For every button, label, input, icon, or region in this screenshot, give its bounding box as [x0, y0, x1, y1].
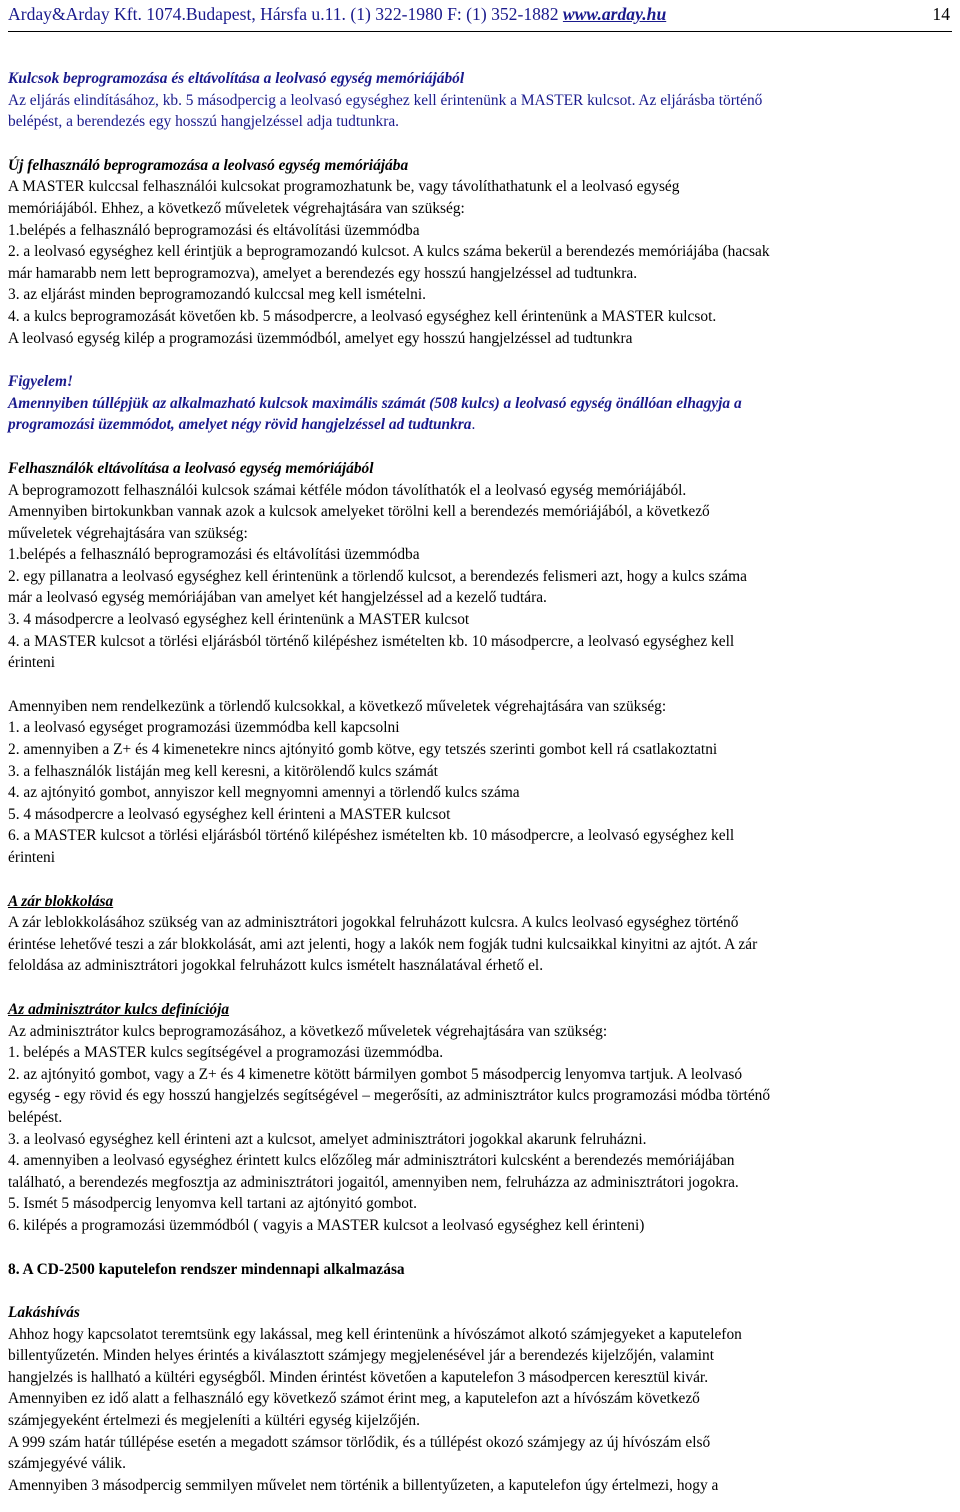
list-item: 4. a kulcs beprogramozását követően kb. 5 másodpercre, a leolvasó egységhez kell érintenünk a MASTER kulcsot.	[8, 307, 717, 325]
list-item: 6. a MASTER kulcsot a törlési eljárásból történő kilépéshez ismételten kb. 10 másodpercre, a leolvasó egységhez kell	[8, 827, 735, 845]
chapter-title: 8. A CD-2500 kaputelefon rendszer mindennapi alkalmazása	[8, 1260, 405, 1278]
spacer	[8, 977, 952, 999]
page-number: 14	[932, 4, 950, 24]
list-item: 1. a leolvasó egységet programozási üzemmódba kell kapcsolni	[8, 719, 400, 737]
section-title-apartment-call: Lakáshívás	[8, 1304, 80, 1322]
list-item: 2. egy pillanatra a leolvasó egységhez kell érintenünk a törlendő kulcsot, a berendezés felismeri azt, hogy a kulcs száma	[8, 567, 747, 585]
paragraph-line: A MASTER kulccsal felhasználói kulcsokat programozhatunk be, vagy távolíthathatunk el a leolvasó egység	[8, 178, 680, 196]
list-item: 3. 4 másodpercre a leolvasó egységhez kell érintenünk a MASTER kulcsot	[8, 611, 470, 629]
paragraph-line: Ahhoz hogy kapcsolatot teremtsünk egy lakással, meg kell érintenünk a hívószámot alkotó számjegyeket a kaputelefon	[8, 1325, 742, 1343]
list-item: 2. az ajtónyitó gombot, vagy a Z+ és 4 kimenetre kötött bármilyen gombot 5 másodpercig lenyomva tartjuk. A leolvasó	[8, 1065, 743, 1083]
spacer	[8, 674, 952, 696]
paragraph-line: billentyűzetén. Minden helyes érintés a kiválasztott számjegy megjelenésével jár a berendezés kijelzőjén, valamint	[8, 1347, 714, 1365]
paragraph-line: érinteni	[8, 849, 56, 866]
list-item: 1.belépés a felhasználó beprogramozási és eltávolítási üzemmódba	[8, 221, 420, 239]
paragraph-line: Amennyiben ez idő alatt a felhasználó egy következő számot érint meg, a kaputelefon azt a hívószám következő	[8, 1390, 700, 1408]
header-company-text: Arday&Arday Kft. 1074.Budapest, Hársfa u.11. (1) 322-1980 F: (1) 352-1882	[8, 4, 563, 24]
paragraph-line: hangjelzés is hallható a kültéri egységből. Minden érintést követően a kaputelefon 3 másodpercen keresztül kivár.	[8, 1368, 709, 1386]
list-item: 4. az ajtónyitó gombot, annyiszor kell megnyomni amennyi a törlendő kulcs száma	[8, 784, 520, 802]
paragraph-line: A zár leblokkolásához szükség van az adminisztrátori jogokkal felruházott kulcsra. A kulcs leolvasó egységhez történő	[8, 914, 739, 932]
list-item: 1.belépés a felhasználó beprogramozási és eltávolítási üzemmódba	[8, 546, 420, 564]
paragraph-line: belépést.	[8, 1108, 63, 1126]
list-item: 5. Ismét 5 másodpercig lenyomva kell tartani az ajtónyitó gombot.	[8, 1195, 418, 1213]
list-item: 1. belépés a MASTER kulcs segítségével a programozási üzemmódba.	[8, 1044, 444, 1062]
section-title-new-user: Új felhasználó beprogramozása a leolvasó egység memóriájába	[8, 156, 409, 174]
paragraph-line: már a leolvasó egység memóriájában van amelyet két hangjelzéssel ad a kezelő tudtára.	[8, 589, 547, 607]
document-body	[8, 68, 952, 1496]
list-item: 3. a leolvasó egységhez kell érinteni azt a kulcsot, amelyet adminisztrátori jogokkal akarunk felruházni.	[8, 1130, 647, 1148]
spacer	[8, 1237, 952, 1259]
paragraph-line: Amennyiben birtokunkban vannak azok a kulcsok amelyeket törölni kell a berendezés memóriájából, a következő	[8, 503, 710, 521]
list-item: 3. a felhasználók listáján meg kell keresni, a kitörölendő kulcs számát	[8, 762, 438, 780]
paragraph-text: Az eljárás elindításához, kb. 5 másodpercig a leolvasó egységhez kell érintenünk a MASTER kulcsot. Az eljárásba történő	[8, 91, 763, 109]
list-item: 6. kilépés a programozási üzemmódból ( vagyis a MASTER kulcsot a leolvasó egységhez kell érinteni)	[8, 1216, 645, 1234]
section-title-admin-key: Az adminisztrátor kulcs definíciója	[8, 1000, 230, 1018]
document-page	[8, 0, 952, 1496]
warning-text: programozási üzemmódot, amelyet négy rövid hangjelzéssel ad tudtunkra	[8, 416, 472, 434]
list-item: 2. a leolvasó egységhez kell érintjük a beprogramozandó kulcsot. A kulcs száma bekerül a berendezés memóriájába (hacsak	[8, 243, 770, 261]
list-item: 3. az eljárást minden beprogramozandó kulccsal meg kell ismételni.	[8, 286, 426, 304]
warning-line: Amennyiben túllépjük az alkalmazható kulcsok maximális számát (508 kulcs) a leolvasó egység önállóan elhagyja a	[8, 394, 742, 412]
warning-title: Figyelem!	[8, 373, 73, 391]
list-item: 4. a MASTER kulcsot a törlési eljárásból történő kilépéshez ismételten kb. 10 másodpercre, a leolvasó egységhez kell	[8, 632, 735, 650]
list-item: 5. 4 másodpercre a leolvasó egységhez kell érinteni a MASTER kulcsot	[8, 805, 451, 823]
list-item: 2. amennyiben a Z+ és 4 kimenetekre nincs ajtónyitó gomb kötve, egy tetszés szerinti gombot kell rá csatlakoztatni	[8, 741, 718, 759]
paragraph-line: A beprogramozott felhasználói kulcsok számai kétféle módon távolíthatók el a leolvasó egység memóriájából.	[8, 481, 687, 499]
paragraph-line: Az adminisztrátor kulcs beprogramozásához, a következő műveletek végrehajtására van szükség:	[8, 1022, 608, 1040]
paragraph-line: Amennyiben nem rendelkezünk a törlendő kulcsokkal, a következő műveletek végrehajtására van szükség:	[8, 697, 667, 715]
header-company	[8, 0, 666, 28]
warning-line	[8, 414, 952, 436]
paragraph-line: műveletek végrehajtására van szükség:	[8, 524, 248, 542]
warning-period: .	[471, 416, 476, 434]
paragraph-line: egység - egy rövid és egy hosszú hangjelzés segítségével – megerősíti, az adminisztrátor kulcs programozási módba történő	[8, 1087, 771, 1105]
paragraph-line	[8, 90, 952, 112]
paragraph-line: érinteni	[8, 654, 56, 672]
section-title-remove-users: Felhasználók eltávolítása a leolvasó egység memóriájából	[8, 459, 374, 477]
paragraph-line: Amennyiben 3 másodpercig semmilyen művelet nem történik a billentyűzeten, a kaputelefon úgy értelmezi, hogy a	[8, 1476, 719, 1494]
paragraph-line: számjegyévé válik.	[8, 1455, 126, 1473]
spacer	[8, 349, 952, 371]
paragraph-line: számjegyeként értelmezi és megjeleníti a kültéri egység kijelzőjén.	[8, 1412, 420, 1430]
spacer	[8, 436, 952, 458]
paragraph-line: memóriájából. Ehhez, a következő műveletek végrehajtására van szükség:	[8, 199, 465, 217]
spacer	[8, 133, 952, 155]
paragraph-line: található, a berendezés megfosztja az adminisztrátori jogaitól, amennyiben nem, felruházza az adminisztrátori jogokra.	[8, 1173, 739, 1191]
section-title-programming-removal: Kulcsok beprogramozása és eltávolítása a leolvasó egység memóriájából	[8, 70, 465, 87]
paragraph-line: belépést, a berendezés egy hosszú hangjelzéssel adja tudtunkra.	[8, 113, 400, 131]
paragraph-line: A leolvasó egység kilép a programozási üzemmódból, amelyet egy hosszú hangjelzéssel ad tudtunkra	[8, 329, 633, 347]
paragraph-line: feloldása az adminisztrátori jogokkal felruházott kulcs ismételt használatával érhető el.	[8, 957, 544, 975]
spacer	[8, 869, 952, 891]
header-website-link[interactable]: www.arday.hu	[562, 4, 667, 24]
page-header	[8, 0, 952, 32]
spacer	[8, 1280, 952, 1302]
paragraph-line: érintése lehetővé teszi a zár blokkolását, ami azt jelenti, hogy a lakók nem fogják tudni kulcsaikkal kinyitni az ajtót. A zár	[8, 935, 758, 953]
list-item: 4. amennyiben a leolvasó egységhez érintett kulcs előzőleg már adminisztrátori kulcsként a berendezés memóriájában	[8, 1152, 735, 1170]
paragraph-line: már hamarabb nem lett beprogramozva), amelyet a berendezés egy hosszú hangjelzéssel ad tudtunkra.	[8, 264, 638, 282]
paragraph-line: A 999 szám határ túllépése esetén a megadott számsor törlődik, és a túllépést okozó számjegy az új hívószám első	[8, 1433, 711, 1451]
section-title-lock-blocking: A zár blokkolása	[8, 892, 114, 910]
